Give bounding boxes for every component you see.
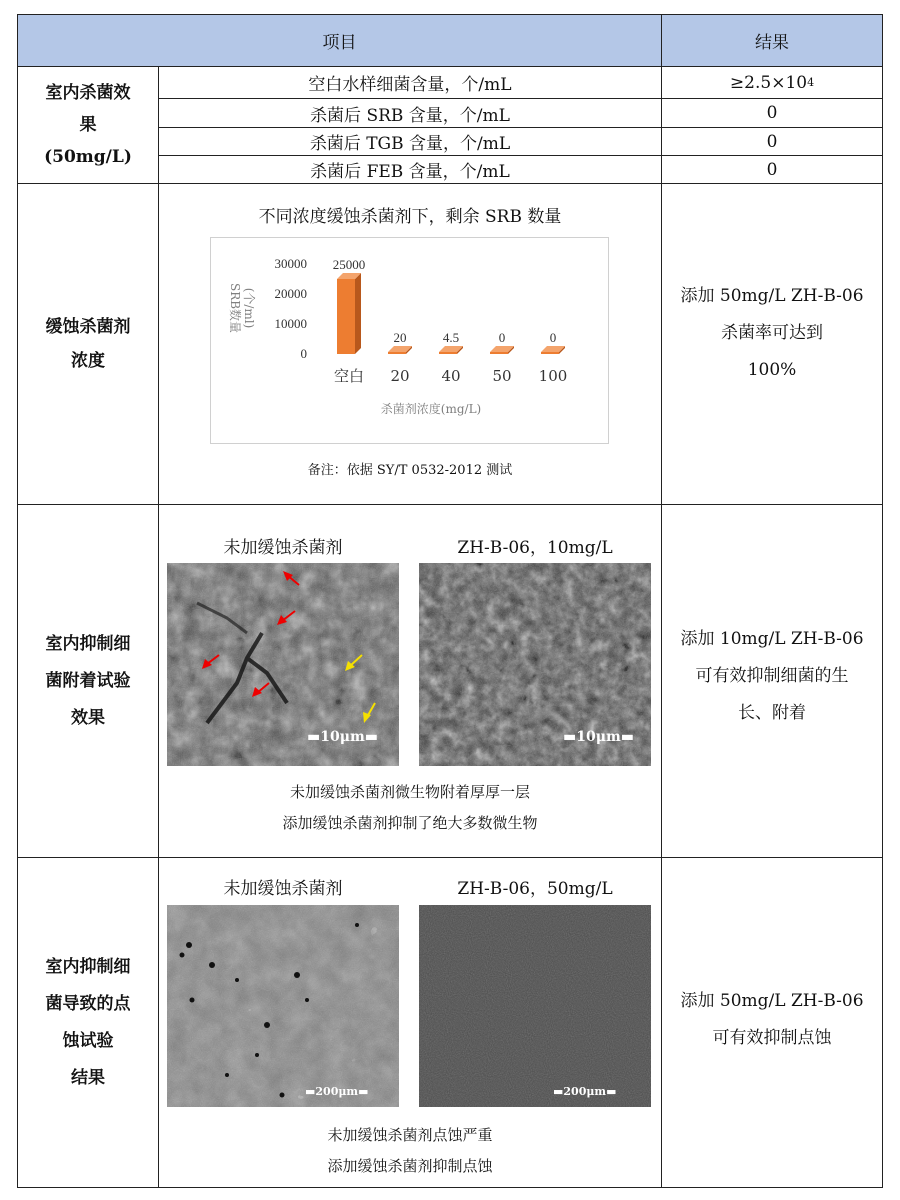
red-arrow-icon — [283, 571, 299, 585]
x-tick-label: 空白 — [333, 367, 365, 385]
data-label: 0 — [549, 330, 557, 345]
row-item: 杀菌后 SRB 含量，个/mL — [310, 105, 510, 126]
row-result — [662, 67, 882, 98]
row-result: 0 — [766, 103, 778, 123]
image-title-right: ZH-B-06，10mg/L — [457, 538, 613, 558]
scale-label: 200μm — [315, 1085, 359, 1098]
y-tick-label: 10000 — [274, 316, 307, 331]
red-arrow-icon — [252, 683, 269, 697]
section4-label — [18, 858, 158, 1188]
section2-result — [662, 184, 882, 389]
section3-result — [662, 620, 882, 732]
data-label: 4.5 — [442, 330, 460, 345]
row-item: 空白水样细菌含量，个/mL — [308, 75, 512, 95]
y-tick-label: 0 — [300, 346, 307, 361]
caption: 未加缓蚀杀菌剂微生物附着厚厚一层 — [289, 783, 530, 801]
bar — [490, 352, 508, 354]
sem-image-treated-attachment — [419, 563, 651, 766]
chart-note: 备注：依据 SY/T 0532-2012 测试 — [307, 463, 513, 478]
section1-label — [18, 67, 158, 183]
result-line: 杀菌率可达到 — [721, 323, 823, 343]
chart-title: 不同浓度缓蚀杀菌剂下，剩余 SRB 数量 — [258, 207, 562, 227]
scale-bar: ▬10μm▬ — [307, 729, 379, 745]
result-line: 添加 50mg/L ZH-B-06 — [680, 991, 864, 1011]
section4-result — [662, 980, 882, 1060]
bar — [388, 352, 406, 354]
row-item: 杀菌后 TGB 含量，个/mL — [309, 134, 511, 154]
bar — [439, 352, 457, 354]
label-line: 缓蚀杀菌剂 — [45, 317, 131, 337]
bar — [337, 279, 355, 354]
result-line: 100% — [747, 360, 797, 380]
sem-image-untreated-pitting — [167, 905, 399, 1107]
image-title-right: ZH-B-06，50mg/L — [457, 879, 613, 899]
scale-label: 10μm — [576, 729, 621, 745]
image-title-left: 未加缓蚀杀菌剂 — [223, 538, 343, 558]
data-label: 25000 — [332, 257, 366, 272]
result-line: 添加 50mg/L ZH-B-06 — [680, 286, 864, 306]
result-exponent: 4 — [807, 76, 815, 89]
x-tick-label: 40 — [441, 367, 461, 385]
label-line: 菌附着试验 — [45, 670, 131, 691]
data-label: 0 — [498, 330, 506, 345]
yellow-arrow-icon — [363, 703, 375, 723]
label-line: 效果 — [71, 707, 105, 728]
scale-bar: ▬200μm▬ — [305, 1085, 369, 1098]
bar-side — [355, 273, 361, 354]
caption: 添加缓蚀杀菌剂抑制点蚀 — [327, 1157, 493, 1175]
red-arrow-icon — [277, 611, 295, 625]
srb-bar-chart — [211, 238, 608, 443]
label-line: 室内抑制细 — [45, 633, 131, 654]
label-line: 室内抑制细 — [45, 957, 131, 977]
label-line: 蚀试验 — [62, 1031, 114, 1051]
header-item: 项目 — [18, 15, 661, 66]
caption: 添加缓蚀杀菌剂抑制了绝大多数微生物 — [282, 814, 538, 832]
scale-bar: ▬10μm▬ — [563, 729, 635, 745]
caption: 未加缓蚀杀菌剂点蚀严重 — [327, 1126, 493, 1144]
result-base: ≥2.5×10 — [729, 72, 808, 93]
sem-micrograph — [167, 905, 399, 1107]
label-line: 浓度 — [71, 351, 105, 371]
bar — [541, 352, 559, 354]
chart-frame — [210, 237, 609, 444]
label-line: (50mg/L) — [44, 147, 132, 167]
scale-bar: ▬200μm▬ — [553, 1085, 617, 1098]
x-axis-title: 杀菌剂浓度(mg/L) — [380, 402, 482, 416]
y-tick-label: 30000 — [274, 256, 307, 271]
section2-label — [18, 184, 158, 504]
yellow-arrow-icon — [345, 655, 362, 671]
result-line: 长、附着 — [738, 702, 806, 723]
red-arrow-icon — [202, 655, 219, 669]
x-tick-label: 20 — [390, 367, 410, 385]
label-line: 菌导致的点 — [45, 994, 131, 1014]
header-result: 结果 — [662, 15, 882, 66]
data-label: 20 — [393, 330, 407, 345]
row-result: 0 — [766, 159, 778, 180]
label-line: 结果 — [71, 1068, 105, 1088]
sem-image-untreated-attachment — [167, 563, 399, 766]
section3-label — [18, 505, 158, 857]
image-title-left: 未加缓蚀杀菌剂 — [223, 879, 343, 899]
x-tick-label: 100 — [538, 367, 568, 385]
y-tick-label: 20000 — [274, 286, 307, 301]
result-line: 可有效抑制点蚀 — [712, 1028, 832, 1048]
row-item: 杀菌后 FEB 含量，个/mL — [310, 162, 510, 182]
sem-micrograph — [419, 905, 651, 1107]
y-axis-title: SRB数量 — [228, 282, 242, 334]
y-axis-title: (个/ml) — [242, 287, 256, 329]
result-line: 添加 10mg/L ZH-B-06 — [680, 628, 864, 649]
label-line: 室内杀菌效 — [45, 83, 131, 103]
result-line: 可有效抑制细菌的生 — [695, 665, 849, 686]
column-divider — [158, 66, 159, 1188]
scale-label: 10μm — [320, 729, 365, 745]
scale-label: 200μm — [563, 1085, 607, 1098]
row-result: 0 — [766, 131, 778, 152]
label-line: 果 — [79, 115, 97, 135]
x-tick-label: 50 — [492, 367, 512, 385]
sem-image-treated-pitting — [419, 905, 651, 1107]
